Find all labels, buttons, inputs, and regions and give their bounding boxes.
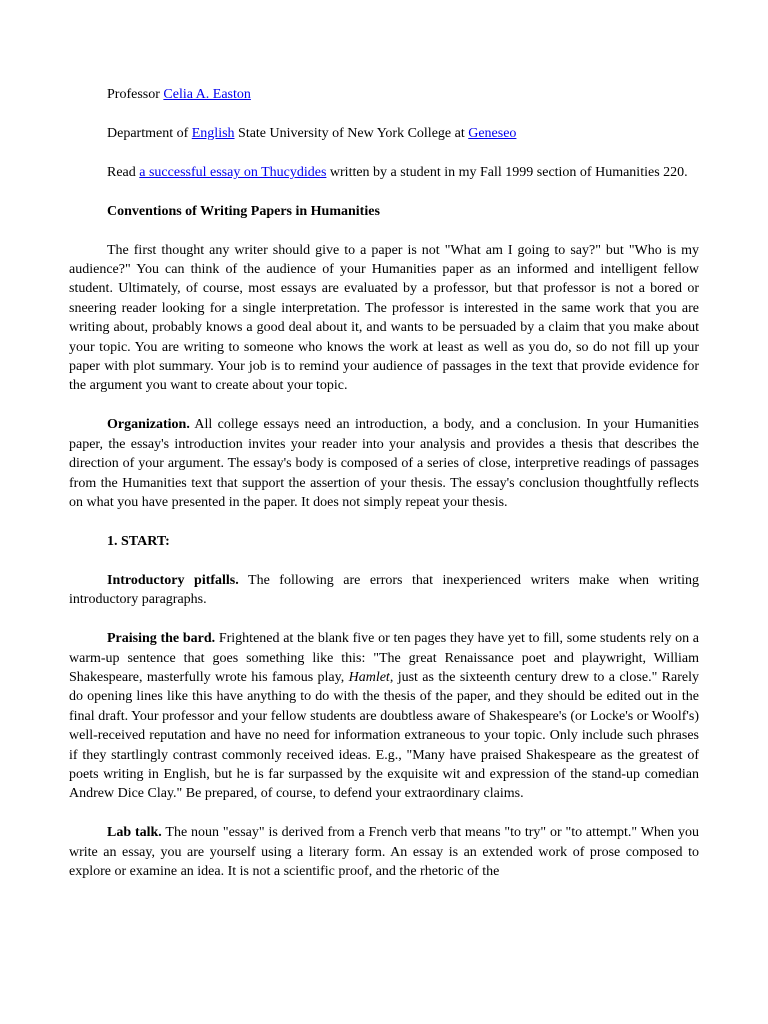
start-heading: 1. START: [107,533,170,549]
document-title: Conventions of Writing Papers in Humanities [107,203,380,219]
professor-name-link[interactable]: Celia A. Easton [163,87,251,102]
department-line [69,124,699,143]
english-link[interactable]: English [191,125,235,141]
read-prefix: Read [107,164,140,180]
bard-body-1: Frightened at the blank five or ten pages they have yet to fill, some students rely on a warm-up sentence that goes something like this: "The great Renaissance poet and playwright, William Shakespeare, masterfully wrote his famous play, [69,631,699,685]
pitfalls-heading: Introductory pitfalls. [107,572,239,588]
lab-talk-paragraph [69,823,699,881]
organization-paragraph [69,415,699,512]
bard-paragraph [69,629,699,804]
pitfalls-paragraph [69,571,699,610]
lab-talk-body: The noun "essay" is derived from a French verb that means "to try" or "to attempt." When you write an essay, you are yourself using a literary form. An essay is an extended work of prose composed to explore or examine an idea. It is not a scientific proof, and the rhetoric of the [69,825,699,880]
geneseo-link[interactable]: Geneseo [468,125,517,141]
read-suffix: written by a student in my Fall 1999 section of Humanities 220. [326,164,688,180]
intro-paragraph: The first thought any writer should give to a paper is not "What am I going to say?" but "Who is my audience?" You can think of the audience of your Humanities paper as an informed and intelligent fellow student. Ultimately, of course, most essays are evaluated by a professor, but that professor is not a bored or sneering reader looking for a single interpretation. The professor is interested in the same work that you are writing about, probably knows a good deal about it, and wants to be persuaded by a claim that you make about your topic. You are writing to someone who knows the work at least as well as you do, so do not fill up your paper with plot summary. Your job is to remind your audience of passages in the text that provide evidence for the argument you want to create about your topic. [69,242,699,394]
department-middle: State University of New York College at [234,125,469,141]
bard-heading: Praising the bard. [107,631,216,647]
organization-body: All college essays need an introduction, a body, and a conclusion. In your Humanities paper, the essay's introduction invites your reader into your analysis and provides a thesis that describes the direction of your argument. The essay's body is composed of a series of close, interpretive readings of passages from the Humanities text that support the assertion of your thesis. The essay's conclusion thoughtfully reflects on what you have presented in the paper. It does not simply repeat your thesis. [69,417,699,510]
professor-prefix: Professor [107,87,164,102]
bard-body-2: , just as the sixteenth century drew to a close." Rarely do opening lines like this have anything to do with the thesis of the paper, and they should be edited out in the final draft. Your professor and your fellow students are doubtless aware of Shakespeare's (or Locke's or Woolf's) well-received reputation and have no need for information extraneous to your topic. Only include such phrases if they startlingly contrast commonly received ideas. E.g., "Many have praised Shakespeare as the greatest of poets writing in English, but he is far surpassed by the exquisite wit and expression of the stand-up comedian Andrew Dice Clay." Be prepared, of course, to defend your extraordinary claims. [69,669,699,802]
lab-talk-heading: Lab talk. [107,825,162,841]
read-essay-line [69,163,699,182]
department-prefix: Department of [107,125,192,141]
hamlet-title: Hamlet [348,669,390,685]
organization-heading: Organization. [107,417,190,433]
successful-essay-link[interactable]: a successful essay on Thucydides [139,164,327,180]
pitfalls-body: The following are errors that inexperienced writers make when writing introductory paragraphs. [69,572,700,608]
professor-line [69,85,699,104]
